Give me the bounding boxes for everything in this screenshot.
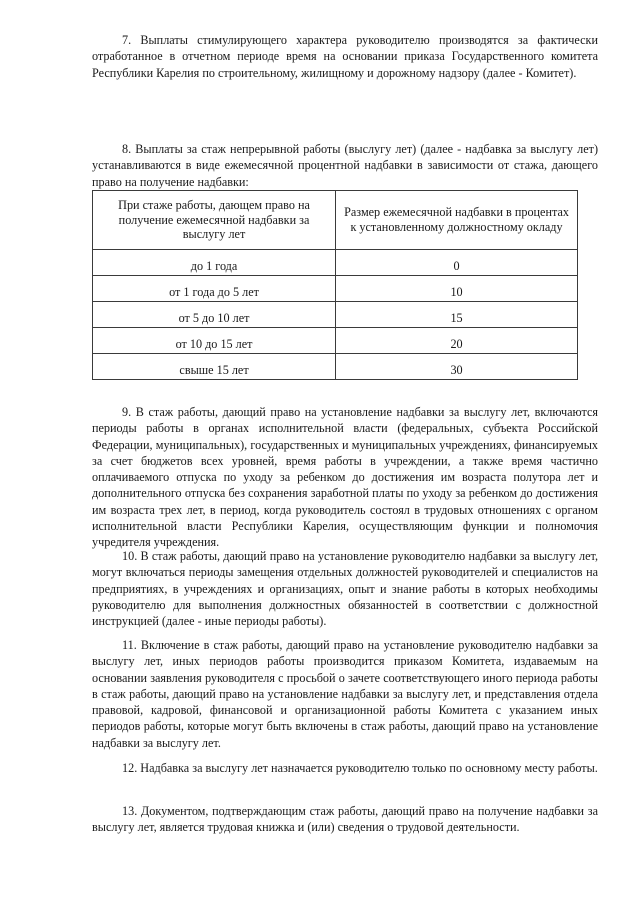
table-cell-percent: 0 — [336, 250, 578, 276]
seniority-bonus-table — [92, 190, 578, 380]
paragraph-7: 7. Выплаты стимулирующего характера руководителю производятся за фактически отработанное в отчетном периоде время на основании приказа Государственного комитета Республики Карелия по строительному, жилищному и дорожному надзору (далее - Комитет). — [92, 33, 598, 80]
table-cell-period: свыше 15 лет — [93, 354, 336, 380]
table-row — [93, 328, 578, 354]
table-cell-period: до 1 года — [93, 250, 336, 276]
table-cell-period: от 1 года до 5 лет — [93, 276, 336, 302]
table-cell-percent: 20 — [336, 328, 578, 354]
paragraph-12: 12. Надбавка за выслугу лет назначается руководителю только по основному месту работы. — [122, 761, 598, 775]
table-header-period: При стаже работы, дающем право на получение ежемесячной надбавки за выслугу лет — [93, 191, 336, 250]
paragraph-13: 13. Документом, подтверждающим стаж работы, дающий право на получение надбавки за выслугу лет, является трудовая книжка и (или) сведения о трудовой деятельности. — [92, 804, 598, 835]
table-cell-percent: 30 — [336, 354, 578, 380]
table-row — [93, 302, 578, 328]
paragraph-9: 9. В стаж работы, дающий право на установление надбавки за выслугу лет, включаются периоды работы в органах исполнительной власти (федеральных, субъекта Российской Федерации, муниципальных), государственных и муниципальных учреждениях, финансируемых за счет бюджетов всех уровней, время работы в учреждении, а также время частично оплачиваемого отпуска по уходу за ребенком до достижения им возраста полутора лет и дополнительного отпуска без сохранения заработной платы по уходу за ребенком до достижения им возраста трех лет, в период, когда руководитель состоял в трудовых отношениях с органом исполнительной власти Республики Карелия, осуществляющим функции и полномочия учредителя учреждения. — [92, 405, 598, 550]
paragraph-10: 10. В стаж работы, дающий право на установление руководителю надбавки за выслугу лет, могут включаться периоды замещения отдельных должностей руководителей и специалистов на предприятиях, в учреждениях и организациях, опыт и знание работы в которых необходимы руководителю для выполнения должностных обязанностей в соответствии с должностной инструкцией (далее - иные периоды работы). — [92, 549, 598, 629]
table-cell-percent: 10 — [336, 276, 578, 302]
paragraph-11: 11. Включение в стаж работы, дающий право на установление руководителю надбавки за выслугу лет, иных периодов работы производится приказом Комитета, издаваемым на основании заявления руководителя с просьбой о зачете соответствующего иного периода работы в стаж работы, дающий право на установление надбавки за выслугу лет, и представления отдела правовой, кадровой, финансовой и организационной работы Комитета с указанием иных периодов работы, которые могут быть включены в стаж работы, дающий право на установление надбавки за выслугу лет. — [92, 638, 598, 750]
table-cell-period: от 10 до 15 лет — [93, 328, 336, 354]
table-row — [93, 354, 578, 380]
table-header-percent: Размер ежемесячной надбавки в процентах к установленному должностному окладу — [336, 191, 578, 250]
paragraph-8: 8. Выплаты за стаж непрерывной работы (выслугу лет) (далее - надбавка за выслугу лет) устанавливаются в виде ежемесячной процентной надбавки в зависимости от стажа, дающего право на получение надбавки: — [92, 142, 598, 189]
table-cell-percent: 15 — [336, 302, 578, 328]
table-row — [93, 250, 578, 276]
table-cell-period: от 5 до 10 лет — [93, 302, 336, 328]
table-header-row — [93, 191, 578, 250]
table-row — [93, 276, 578, 302]
